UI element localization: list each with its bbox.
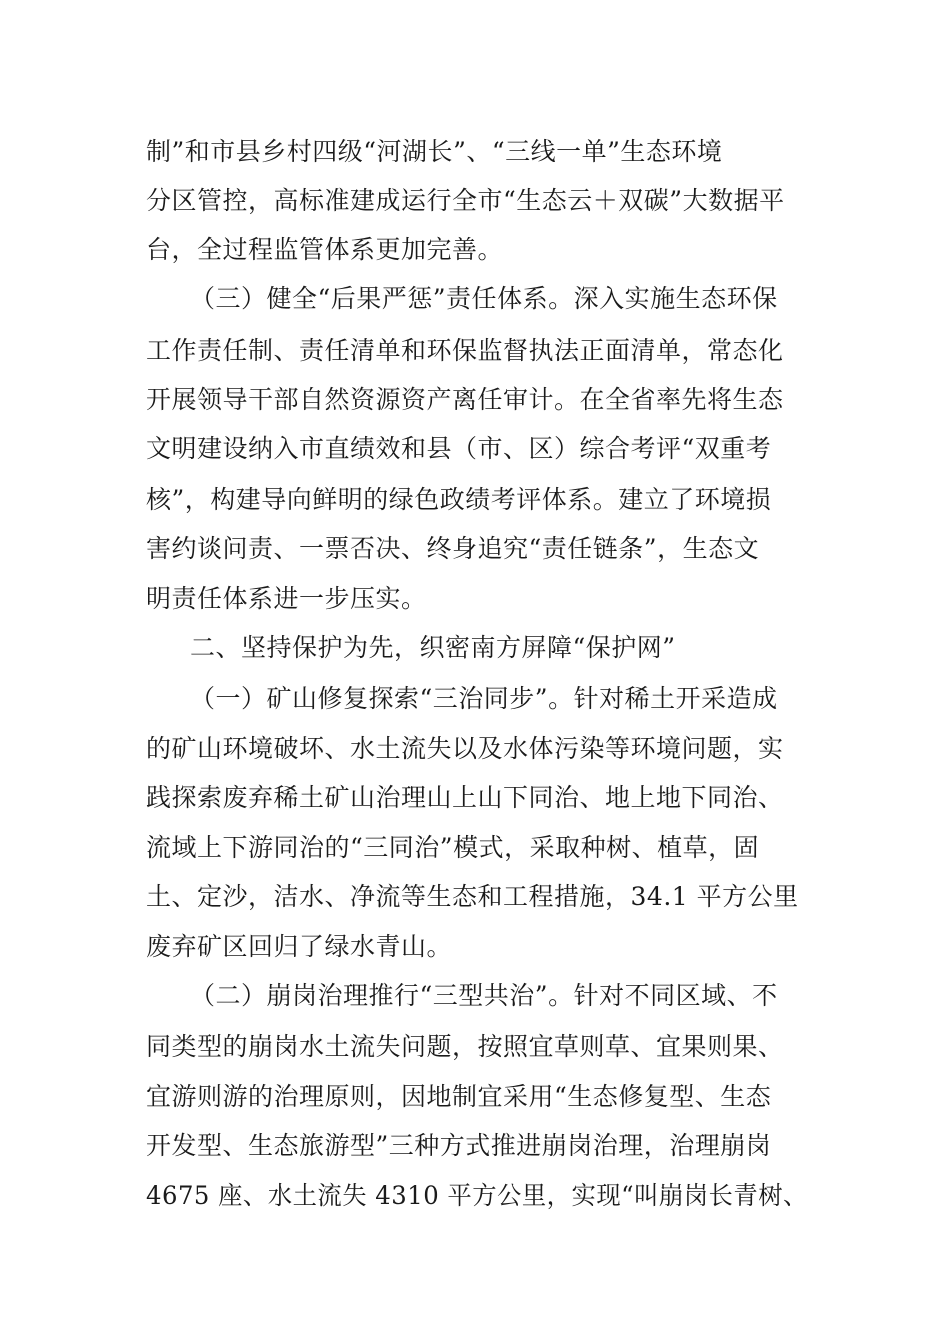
text-line: 台，全过程监管体系更加完善。 (146, 235, 504, 264)
text-line: 开发型、生态旅游型”三种方式推进崩岗治理，治理崩岗 (146, 1131, 772, 1160)
text-line: 流域上下游同治的“三同治”模式，采取种树、植草，固 (146, 833, 760, 862)
text-line: 废弃矿区回归了绿水青山。 (146, 932, 453, 961)
section-heading: 二、坚持保护为先，织密南方屏障“保护网” (190, 633, 676, 662)
text-line: 文明建设纳入市直绩效和县（市、区）综合考评“双重考 (146, 434, 772, 463)
text-line: 制”和市县乡村四级“河湖长”、“三线一单”生态环境 (146, 137, 723, 166)
text-line: 分区管控，高标准建成运行全市“生态云＋双碳”大数据平 (146, 186, 785, 215)
text-line: 害约谈问责、一票否决、终身追究“责任链条”，生态文 (146, 534, 760, 563)
text-line: 开展领导干部自然资源资产离任审计。在全省率先将生态 (146, 385, 784, 414)
text-line: 的矿山环境破坏、水土流失以及水体污染等环境问题，实 (146, 734, 784, 763)
text-line: 明责任体系进一步压实。 (146, 584, 427, 613)
text-line: 4675 座、水土流失 4310 平方公里，实现“叫崩岗长青树、 (146, 1181, 808, 1210)
paragraph-heading-line: （二）崩岗治理推行“三型共治”。针对不同区域、不 (190, 981, 778, 1010)
text-line: 工作责任制、责任清单和环保监督执法正面清单，常态化 (146, 336, 784, 365)
paragraph-heading-line: （三）健全“后果严惩”责任体系。深入实施生态环保 (190, 284, 778, 313)
text-line: 践探索废弃稀土矿山治理山上山下同治、地上地下同治、 (146, 783, 784, 812)
paragraph-heading-line: （一）矿山修复探索“三治同步”。针对稀土开采造成 (190, 684, 778, 713)
text-line: 同类型的崩岗水土流失问题，按照宜草则草、宜果则果、 (146, 1032, 784, 1061)
text-line: 宜游则游的治理原则，因地制宜采用“生态修复型、生态 (146, 1082, 772, 1111)
text-line: 土、定沙，洁水、净流等生态和工程措施，34.1 平方公里 (146, 882, 799, 911)
text-line: 核”，构建导向鲜明的绿色政绩考评体系。建立了环境损 (146, 485, 772, 514)
